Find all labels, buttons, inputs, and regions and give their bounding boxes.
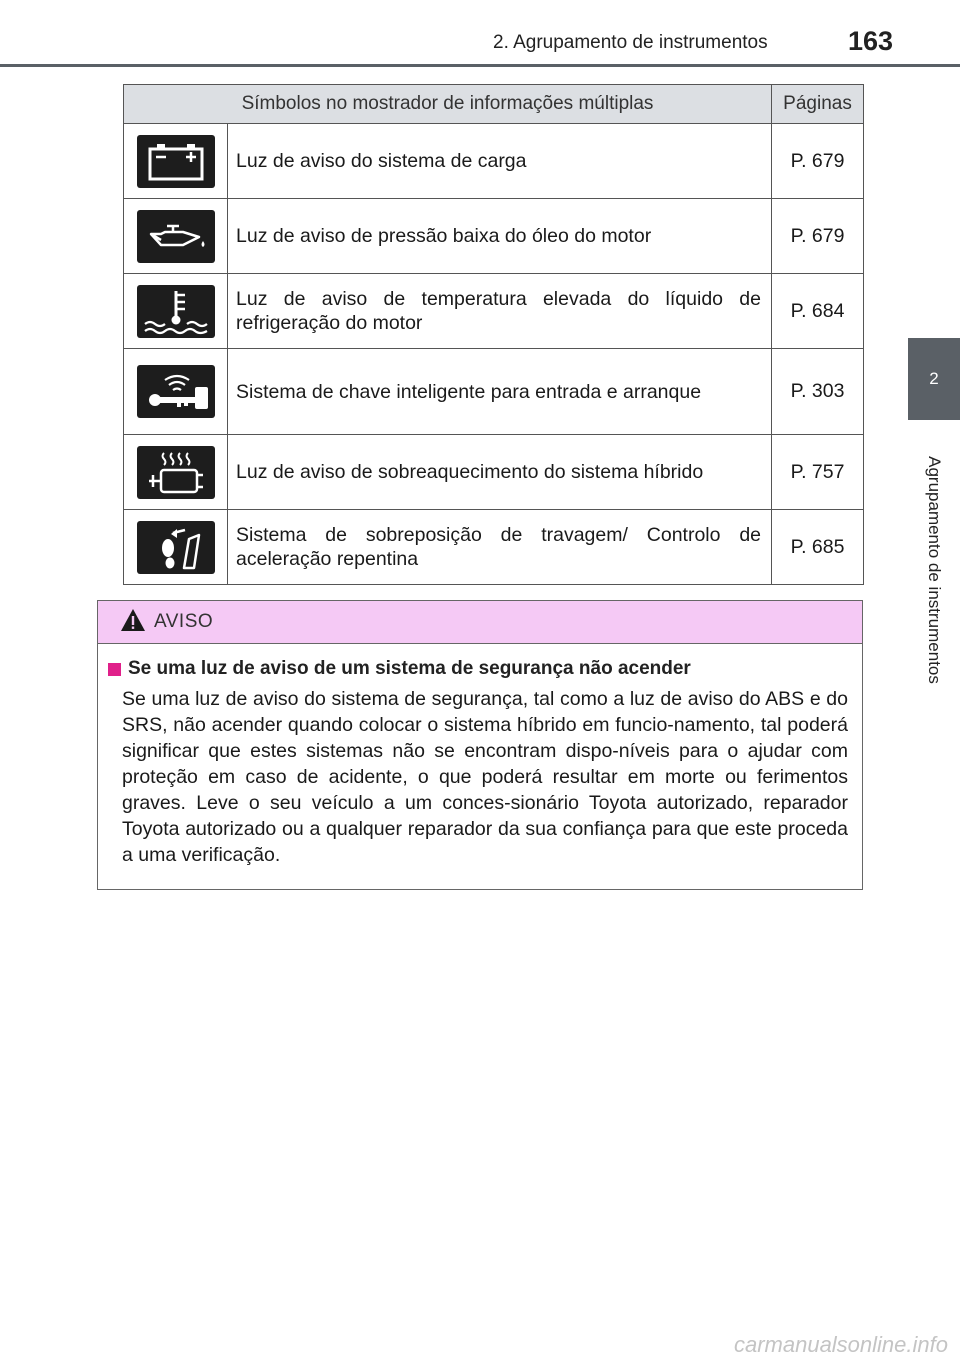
table-row xyxy=(124,199,864,274)
row-description: Sistema de chave inteligente para entrada e arranque xyxy=(228,349,772,435)
symbols-table xyxy=(123,84,864,585)
col-symbols-header: Símbolos no mostrador de informações múltiplas xyxy=(124,85,772,124)
chapter-tab xyxy=(908,338,960,420)
warning-header xyxy=(98,601,862,644)
row-description: Luz de aviso de pressão baixa do óleo do motor xyxy=(228,199,772,274)
chapter-number: 2 xyxy=(929,369,939,388)
table-row xyxy=(124,510,864,585)
row-description: Luz de aviso do sistema de carga xyxy=(228,124,772,199)
warning-triangle-icon xyxy=(120,608,146,637)
chapter-label: Agrupamento de instrumentos xyxy=(925,456,944,684)
table-row xyxy=(124,274,864,349)
brake-override-icon xyxy=(137,521,215,574)
watermark: carmanualsonline.info xyxy=(733,1332,948,1357)
table-header-row xyxy=(124,85,864,124)
row-description: Luz de aviso de sobreaquecimento do sistema híbrido xyxy=(228,435,772,510)
warning-paragraph: Se uma luz de aviso do sistema de segurança, tal como a luz de aviso do ABS e do SRS, não acender quando colocar o sistema híbrido em funcio-namento, tal poderá significar que estes sistemas não se encontram dispo-níveis para o ajudar com proteção em caso de acidente, o que poderá resultar em morte ou ferimentos graves. Leve o seu veículo a um conces-sionário Toyota autorizado, reparador Toyota autorizado ou a qualquer reparador da sua confiança para que este proceda a uma verificação. xyxy=(122,688,848,866)
row-page-ref: P. 757 xyxy=(772,435,864,510)
row-page-ref: P. 684 xyxy=(772,274,864,349)
warning-title: AVISO xyxy=(154,611,214,632)
warning-body xyxy=(98,644,862,868)
row-page-ref: P. 679 xyxy=(772,199,864,274)
row-description: Luz de aviso de temperatura elevada do líquido de refrigeração do motor xyxy=(228,274,772,349)
row-page-ref: P. 679 xyxy=(772,124,864,199)
battery-icon xyxy=(137,135,215,188)
running-header: 2. Agrupamento de instrumentos xyxy=(493,32,768,53)
row-page-ref: P. 685 xyxy=(772,510,864,585)
warning-heading-text: Se uma luz de aviso de um sistema de segurança não acender xyxy=(128,658,691,679)
warning-box xyxy=(97,600,863,890)
table-row xyxy=(124,435,864,510)
table-row xyxy=(124,349,864,435)
col-pages-header: Páginas xyxy=(772,85,864,124)
hybrid-overheat-icon xyxy=(137,446,215,499)
coolant-temperature-icon xyxy=(137,285,215,338)
page-number: 163 xyxy=(848,26,894,56)
smart-key-icon xyxy=(137,365,215,418)
row-description: Sistema de sobreposição de travagem/ Controlo de aceleração repentina xyxy=(228,510,772,585)
header-rule xyxy=(0,64,960,67)
table-row xyxy=(124,124,864,199)
oil-can-icon xyxy=(137,210,215,263)
warning-heading xyxy=(108,658,848,680)
square-bullet-icon xyxy=(108,663,121,676)
row-page-ref: P. 303 xyxy=(772,349,864,435)
